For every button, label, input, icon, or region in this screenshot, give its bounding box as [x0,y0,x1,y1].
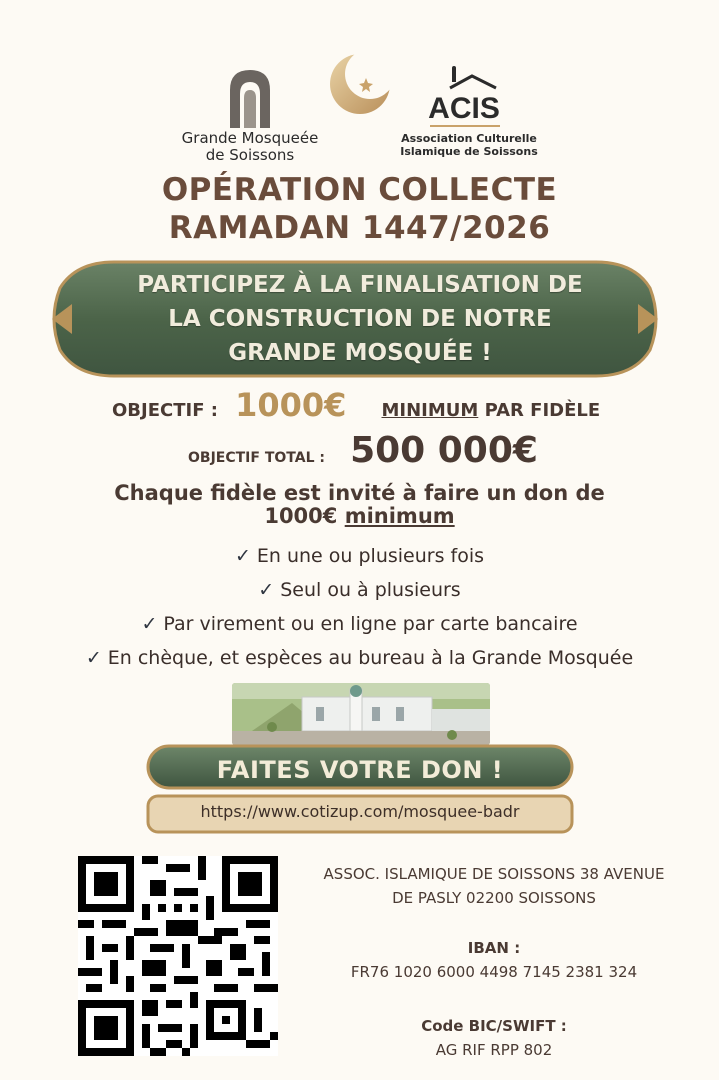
objectif-total-value: 500 000€ [350,430,538,471]
check-item-text: Seul ou à plusieurs [280,579,461,601]
don-button[interactable]: FAITES VOTRE DON ! [216,756,504,784]
check-item-text: En chèque, et espèces au bureau à la Grande Mosquée [107,647,634,669]
check-item [0,613,719,635]
acis-name-line1: Association Culturelle [401,132,537,145]
crescent-star-icon [326,48,396,118]
check-item [0,579,719,601]
objectif-per-fidele: PAR FIDÈLE [478,400,601,421]
invite-line2-minimum: minimum [344,504,455,528]
bic-label: Code BIC/SWIFT : [421,1017,567,1035]
invite-text [0,482,719,528]
invite-line1: Chaque fidèle est invité à faire un don de [114,481,605,505]
check-item [0,647,719,669]
banner-line1: PARTICIPEZ À LA FINALISATION DE [137,272,583,298]
check-item-text: Par virement ou en ligne par carte bancaire [163,613,578,635]
address-line1: ASSOC. ISLAMIQUE DE SOISSONS 38 AVENUE [323,865,665,883]
objectif-label: OBJECTIF : [112,400,218,421]
title-line2: RAMADAN 1447/2026 [168,210,551,246]
address-block [296,862,692,910]
qr-code-icon[interactable] [78,856,278,1056]
bic-block [296,1014,692,1062]
donation-url-link[interactable]: https://www.cotizup.com/mosquee-badr [200,802,520,821]
bic-value: AG RIF RPP 802 [435,1041,553,1059]
acis-house-icon [414,66,514,130]
acis-name-line2: Islamique de Soissons [400,145,538,158]
mosque-name-line2: de Soissons [205,146,295,164]
mosque-arch-icon [226,68,274,128]
check-item-text: En une ou plusieurs fois [256,545,485,567]
check-icon: ✓ [258,579,275,601]
mosque-logo-text [160,130,340,164]
mosque-name-line1: Grande Mosqueée [181,129,319,147]
invite-line2-prefix: 1000€ [264,504,345,528]
check-item [0,545,719,567]
banner-text [90,268,630,370]
acis-acronym: ACIS [428,92,500,125]
objectif-row [112,386,600,424]
address-line2: DE PASLY 02200 SOISSONS [392,889,596,907]
acis-logo-text [386,132,552,158]
objectif-total-label: OBJECTIF TOTAL : [188,450,325,466]
banner-line2: LA CONSTRUCTION DE NOTRE [168,306,552,332]
iban-block [296,936,692,984]
check-icon: ✓ [234,545,251,567]
objectif-total-row [188,430,538,471]
iban-label: IBAN : [467,939,521,957]
objectif-value: 1000€ [235,386,347,424]
iban-value: FR76 1020 6000 4498 7145 2381 324 [350,963,638,981]
check-icon: ✓ [141,613,158,635]
title-line1: OPÉRATION COLLECTE [161,172,558,208]
objectif-minimum: MINIMUM [381,400,479,421]
mosque-rendering-image [232,683,490,745]
banner-line3: GRANDE MOSQUÉE ! [228,340,492,366]
check-icon: ✓ [85,647,102,669]
